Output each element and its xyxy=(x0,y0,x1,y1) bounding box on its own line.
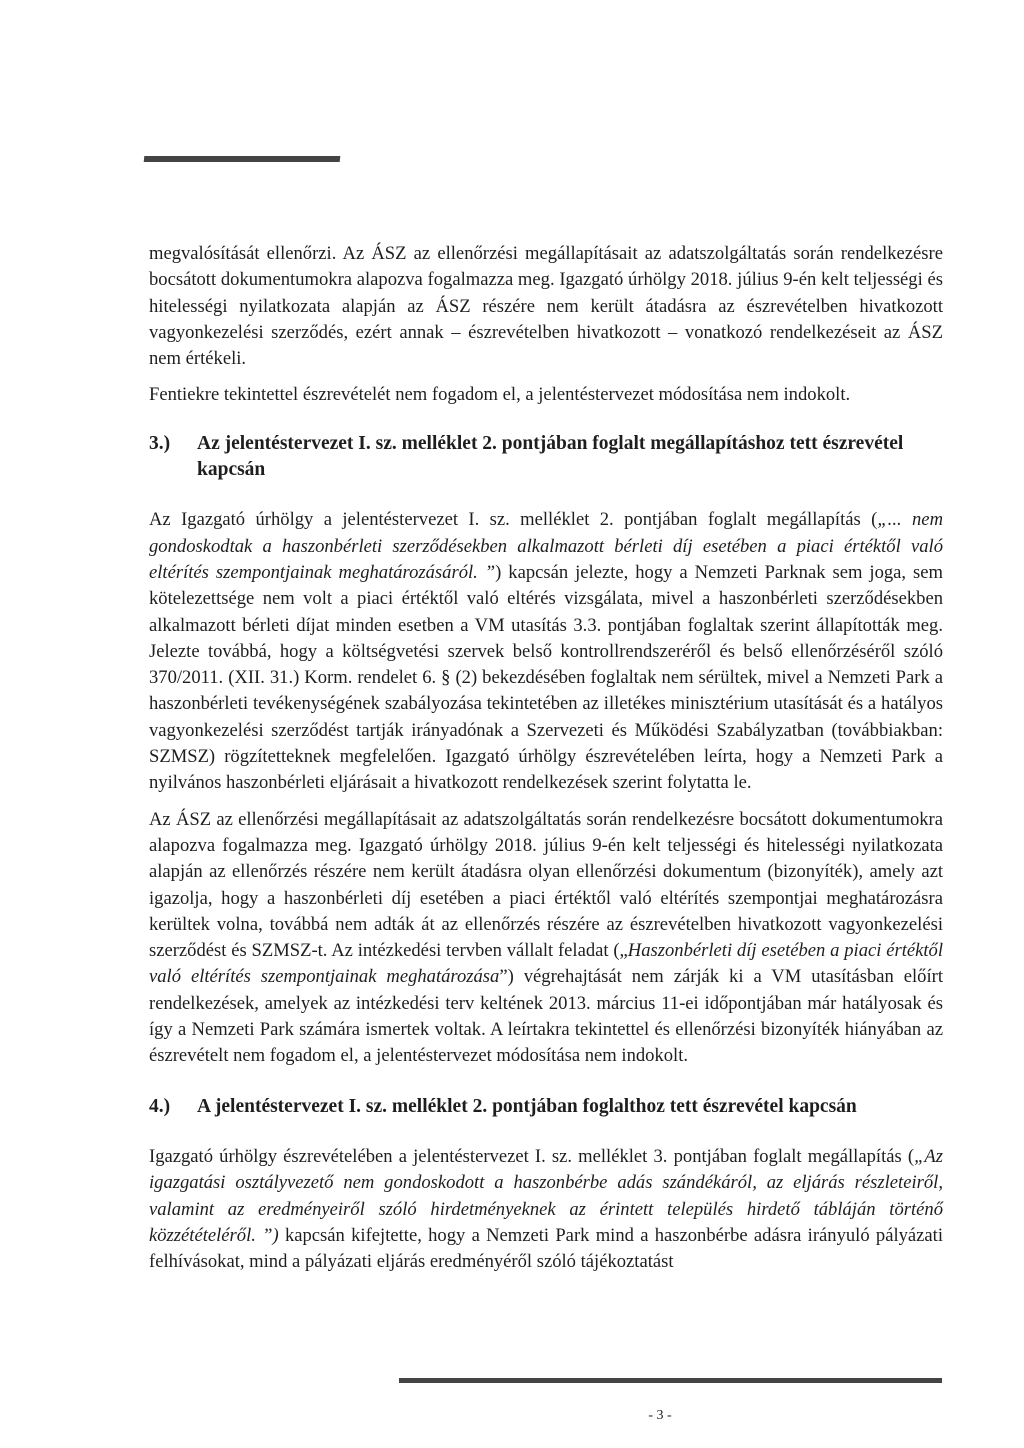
quoted-text: Haszonbérleti díj esetében a piaci értéktől való eltérítés szempontjainak meghatározása xyxy=(149,940,943,988)
paragraph: megvalósítását ellenőrzi. Az ÁSZ az ellenőrzési megállapításait az adatszolgáltatás során rendelkezésre bocsátott dokumentumokra alapozva fogalmazza meg. Igazgató úrhölgy 2018. július 9-én kelt teljességi és hitelességi nyilatkozata alapján az ÁSZ részére nem került átadásra az észrevételben hivatkozott vagyonkezelési szerződés, ezért annak – észrevételben hivatkozott – vonatkozó rendelkezéseit az ÁSZ nem értékeli. xyxy=(149,243,943,370)
section-heading-4 xyxy=(149,1094,943,1120)
section-title: Az jelentéstervezet I. sz. melléklet 2. pontjában foglalt megállapításhoz tett észrevétel kapcsán xyxy=(197,432,904,481)
paragraph: Fentiekre tekintettel észrevételét nem fogadom el, a jelentéstervezet módosítása nem indokolt. xyxy=(149,384,851,406)
quoted-text: „... nem gondoskodtak a haszonbérleti szerződésekben alkalmazott bérleti díj esetében a piaci értéktől való eltérítés szempontjainak meghatározásáról. ” xyxy=(149,509,943,583)
section-heading-3 xyxy=(149,431,943,484)
top-rule xyxy=(144,156,341,162)
document-body xyxy=(149,241,943,1275)
text-span: Az ÁSZ az ellenőrzési megállapításait az adatszolgáltatás során rendelkezésre bocsátott dokumentumokra alapozva fogalmazza meg. Igazgató úrhölgy 2018. július 9-én kelt teljességi és hitelességi nyilatkozata alapján az ellenőrzés részére nem került átadásra olyan ellenőrzési dokumentum (bizonyíték), amely azt igazolja, hogy a haszonbérleti díj esetében a piaci értéktől való eltérítés szempontjai meghatározásra kerültek volna, továbbá nem adták át az ellenőrzés részére az észrevételben hivatkozott vagyonkezelési szerződést és SZMSZ-t. Az intézkedési tervben vállalt feladat („ xyxy=(149,808,943,962)
quoted-text: „Az igazgatási osztályvezető nem gondoskodott a haszonbérbe adás szándékáról, az eljárás részleteiről, valamint az eredményeiről szóló hirdetményeknek az érintett település hirdető tábláján történő közzétételéről. ”) xyxy=(149,1145,943,1246)
text-span: ) kapcsán jelezte, hogy a Nemzeti Parknak sem joga, sem kötelezettsége nem volt a piaci értéktől való eltérés vizsgálata, mivel a haszonbérleti szerződésekben alkalmazott bérleti díjat minden esetben a VM utasítás 3.3. pontjában foglaltak szerint állapították meg. Jelezte továbbá, hogy a költségvetési szervek belső kontrollrendszeréről és belső ellenőrzéséről szóló 370/2011. (XII. 31.) Korm. rendelet 6. § (2) bekezdésében foglaltak nem sérültek, mivel a Nemzeti Park a haszonbérleti tevékenységének szabályozása tekintetében az illetékes minisztérium utasítását és a hatályos vagyonkezelési szerződést tartják irányadónak a Szervezeti és Működési Szabályzatban (továbbiakban: SZMSZ) rögzítetteknek megfelelően. Igazgató úrhölgy észrevételében leírta, hogy a Nemzeti Park a nyilvános haszonbérleti eljárásait a hivatkozott rendelkezések szerint folytatta le. xyxy=(149,561,943,794)
paragraph xyxy=(149,1144,943,1275)
paragraph xyxy=(149,507,943,796)
section-number: 4.) xyxy=(149,1095,171,1117)
text-span: Az Igazgató úrhölgy a jelentéstervezet I. sz. melléklet 2. pontjában foglalt megállapítás ( xyxy=(149,509,878,531)
section-number: 3.) xyxy=(149,432,171,454)
paragraph xyxy=(149,807,943,1070)
bottom-rule xyxy=(399,1378,942,1383)
text-span: ”) végrehajtását nem zárják ki a VM utasításban előírt rendelkezések, amelyek az intézkedési terv keltének 2013. március 11-ei időpontjában már hatályosak és így a Nemzeti Park számára ismertek voltak. A leírtakra tekintettel és ellenőrzési bizonyíték hiányában az észrevételt nem fogadom el, a jelentéstervezet módosítása nem indokolt. xyxy=(149,966,943,1067)
text-span: Igazgató úrhölgy észrevételében a jelentéstervezet I. sz. melléklet 3. pontjában foglalt megállapítás ( xyxy=(149,1145,915,1167)
page-number: - 3 - xyxy=(648,1408,672,1423)
text-span: kapcsán kifejtette, hogy a Nemzeti Park mind a haszonbérbe adásra irányuló pályázati felhívásokat, mind a pályázati eljárás eredményéről szóló tájékoztatást xyxy=(149,1224,944,1273)
section-title: A jelentéstervezet I. sz. melléklet 2. pontjában foglalthoz tett észrevétel kapcsán xyxy=(197,1095,857,1117)
